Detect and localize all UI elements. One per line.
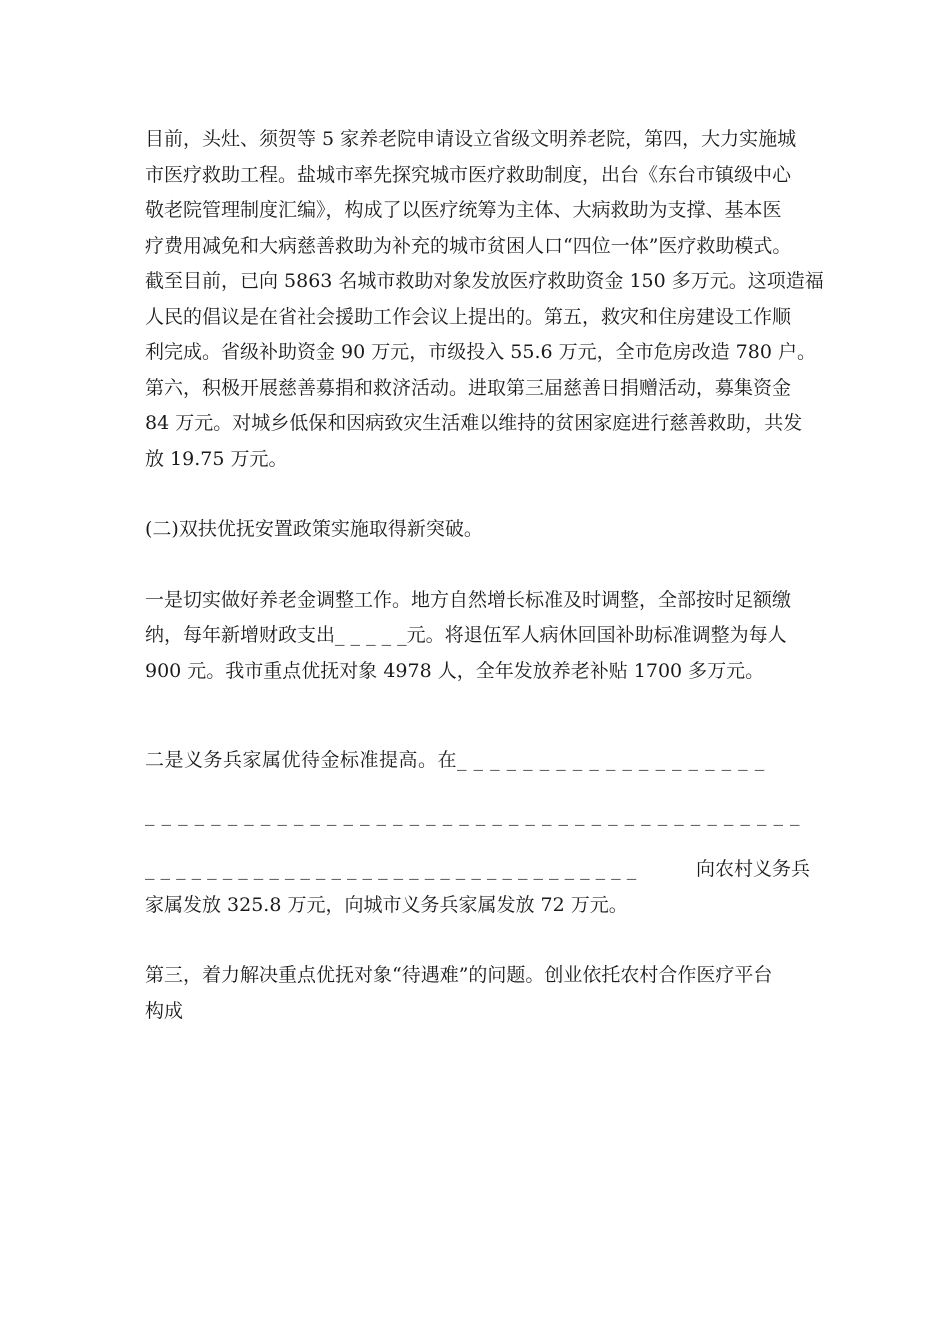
text-line: 疗费用减免和大病慈善救助为补充的城市贫困人口“四位一体”医疗救助模式。 bbox=[145, 234, 792, 257]
paragraph-conscript-family bbox=[145, 743, 810, 923]
text-line: 利完成。省级补助资金 90 万元，市级投入 55.6 万元，全市危房改造 780 户。 bbox=[145, 341, 816, 363]
text-line-blank: _ _ _ _ _ _ _ _ _ _ _ _ _ _ _ _ _ _ _ _ _ _ _ _ _ _ _ _ _ _ _ _ _ _ _ _ _ _ _ _ bbox=[145, 803, 801, 826]
text-line: 敬老院管理制度汇编》，构成了以医疗统筹为主体、大病救助为支撑、基本医 bbox=[145, 199, 782, 221]
paragraph-gap bbox=[145, 477, 810, 512]
text-line: 一是切实做好养老金调整工作。地方自然增长标准及时调整，全部按时足额缴 bbox=[145, 588, 792, 611]
paragraph-gap bbox=[145, 923, 810, 958]
text-line: 人民的倡议是在省社会援助工作会议上提出的。第五，救灾和住房建设工作顺 bbox=[145, 305, 792, 328]
text-line: 900 元。我市重点优抚对象 4978 人，全年发放养老补贴 1700 多万元。 bbox=[145, 659, 765, 682]
text-line: 第六，积极开展慈善募捐和救济活动。进取第三届慈善日捐赠活动，募集资金 bbox=[145, 376, 792, 399]
paragraph-social-assistance bbox=[145, 122, 824, 477]
text-line: 84 万元。对城乡低保和因病致灾生活难以维持的贫困家庭进行慈善救助，共发 bbox=[145, 412, 803, 434]
fill-in-blank: _ _ _ _ _ _ _ _ _ _ _ _ _ _ _ _ _ _ _ _ _ _ _ _ _ _ _ _ _ _ _ _ bbox=[145, 858, 637, 880]
text-line bbox=[145, 852, 810, 888]
text-line: 目前，头灶、须贺等 5 家养老院申请设立省级文明养老院，第四，大力实施城 bbox=[145, 128, 797, 150]
text-line: 家属发放 325.8 万元，向城市义务兵家属发放 72 万元。 bbox=[145, 893, 628, 916]
paragraph-gap bbox=[145, 689, 810, 724]
paragraph-priority-care bbox=[145, 958, 810, 1029]
paragraph-gap bbox=[145, 548, 810, 583]
paragraph-pension-adjustment bbox=[145, 583, 810, 690]
document-page bbox=[145, 122, 824, 1029]
text-line: 第三，着力解决重点优抚对象“待遇难”的问题。创业依托农村合作医疗平台 bbox=[145, 964, 773, 986]
text-line: 构成 bbox=[145, 999, 184, 1022]
text-line: 截至目前，已向 5863 名城市救助对象发放医疗救助资金 150 多万元。这项造福 bbox=[145, 270, 824, 292]
text-line: 二是义务兵家属优待金标准提高。在_ _ _ _ _ _ _ _ _ _ _ _ _ _ _ _ _ _ _ bbox=[145, 749, 765, 771]
section-heading: (二)双扶优抚安置政策实施取得新突破。 bbox=[145, 518, 483, 540]
text-line: 市医疗救助工程。盐城市率先探究城市医疗救助制度，出台《东台市镇级中心 bbox=[145, 163, 792, 186]
text-fragment: 向农村义务兵 bbox=[695, 858, 810, 880]
text-line: 放 19.75 万元。 bbox=[145, 447, 288, 470]
text-line: 纳，每年新增财政支出_ _ _ _ _元。将退伍军人病休回国补助标准调整为每人 bbox=[145, 624, 787, 646]
